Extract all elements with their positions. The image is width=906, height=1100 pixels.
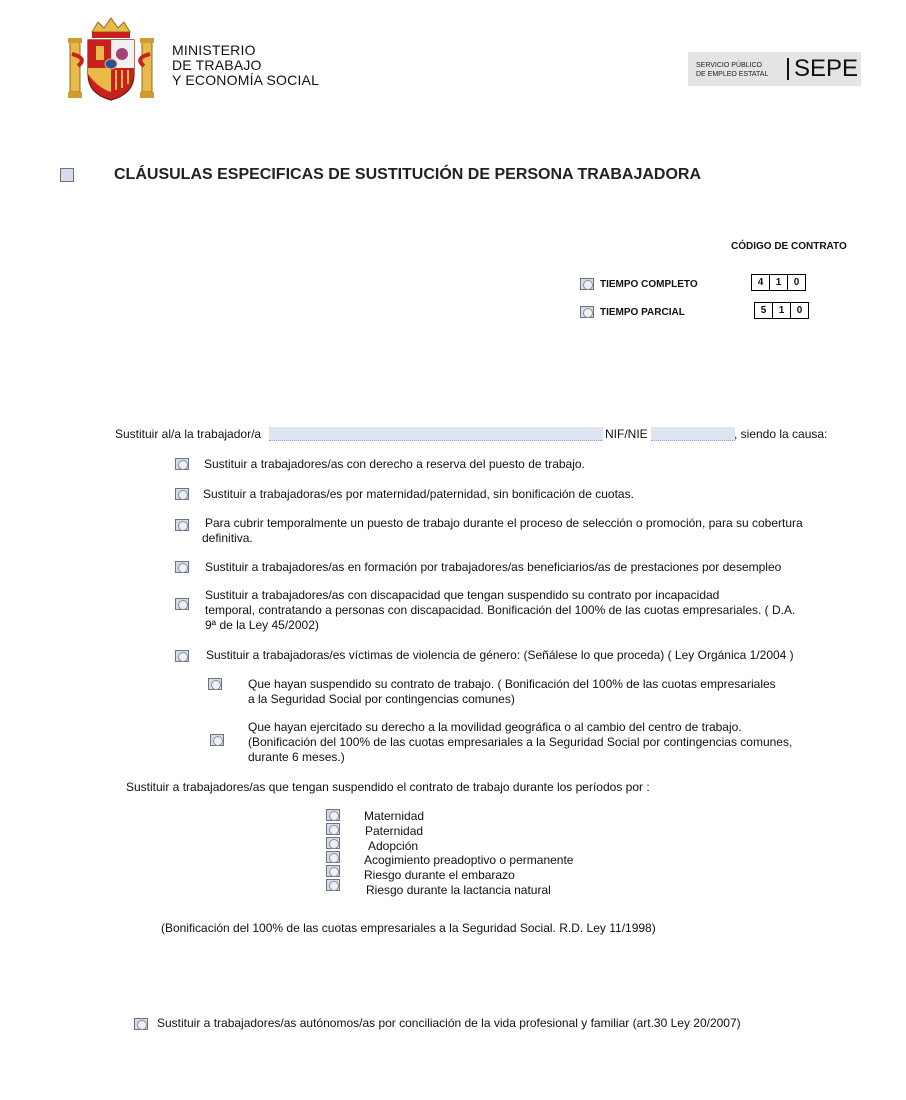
coat-of-arms-logo: [68, 14, 154, 102]
period-radio-paternidad[interactable]: [326, 823, 340, 835]
part-time-code-digit: 1: [773, 303, 791, 318]
sepe-subtitle: [696, 61, 768, 79]
period-label: Acogimiento preadoptivo o permanente: [364, 853, 574, 867]
full-time-radio[interactable]: [580, 278, 594, 290]
cause-radio[interactable]: [175, 488, 189, 500]
part-time-label: TIEMPO PARCIAL: [600, 307, 685, 318]
period-radio-acogimiento[interactable]: [326, 851, 340, 863]
part-time-radio[interactable]: [580, 306, 594, 318]
cause-text: Sustituir a trabajadores/as con derecho a reserva del puesto de trabajo.: [204, 457, 585, 471]
violence-suboption-text: durante 6 meses.): [248, 750, 345, 764]
contract-code-label: CÓDIGO DE CONTRATO: [731, 241, 847, 252]
cause-text: definitiva.: [202, 531, 253, 545]
ministry-name: [172, 43, 319, 88]
period-radio-lactancia[interactable]: [326, 879, 340, 891]
sepe-logo: [688, 52, 861, 86]
cause-radio[interactable]: [175, 561, 189, 573]
ministry-line1: MINISTERIO: [172, 42, 256, 58]
full-time-code-digit: 1: [770, 275, 788, 290]
part-time-code: [754, 302, 809, 319]
cause-text: temporal, contratando a personas con discapacidad. Bonificación del 100% de las cuotas empresariales. ( D.A.: [205, 603, 796, 617]
cause-text: Para cubrir temporalmente un puesto de trabajo durante el proceso de selección o promoción, para su cobertura: [205, 516, 803, 530]
period-label: Riesgo durante el embarazo: [364, 868, 515, 882]
period-label: Paternidad: [365, 824, 424, 838]
sepe-subtitle-line2: DE EMPLEO ESTATAL: [696, 71, 769, 78]
nif-label: NIF/NIE: [605, 427, 648, 441]
full-time-code: [751, 274, 806, 291]
autonomous-text: Sustituir a trabajadores/as autónomos/as por conciliación de la vida profesional y familiar (art.30 Ley 20/2007): [157, 1016, 741, 1030]
violence-suboption-text: (Bonificación del 100% de las cuotas empresariales a la Seguridad Social por contingencias comunes,: [248, 735, 793, 749]
suspended-intro: Sustituir a trabajadores/as que tengan suspendido el contrato de trabajo durante los períodos por :: [126, 780, 650, 794]
full-time-label: TIEMPO COMPLETO: [600, 279, 698, 290]
period-radio-adopcion[interactable]: [326, 837, 340, 849]
cause-radio[interactable]: [175, 598, 189, 610]
violence-suboption-text: Que hayan ejercitado su derecho a la movilidad geográfica o al cambio del centro de trabajo.: [248, 720, 742, 734]
violence-suboption-radio[interactable]: [208, 678, 222, 690]
title-checkbox[interactable]: [60, 168, 74, 182]
cause-radio[interactable]: [175, 458, 189, 470]
page-title: CLÁUSULAS ESPECIFICAS DE SUSTITUCIÓN DE PERSONA TRABAJADORA: [114, 166, 702, 183]
autonomous-radio[interactable]: [134, 1018, 148, 1030]
cause-radio[interactable]: [175, 519, 189, 531]
substitute-prefix: Sustituir al/a la trabajador/a: [115, 427, 262, 441]
violence-suboption-text: a la Seguridad Social por contingencias comunes): [248, 692, 515, 706]
period-radio-embarazo[interactable]: [326, 865, 340, 877]
cause-radio[interactable]: [175, 650, 189, 662]
sepe-wordmark: SEPE: [794, 55, 859, 82]
full-time-code-digit: 4: [752, 275, 770, 290]
period-radio-maternidad[interactable]: [326, 809, 340, 821]
cause-text: 9ª de la Ley 45/2002): [205, 618, 319, 632]
bonus-note: (Bonificación del 100% de las cuotas empresariales a la Seguridad Social. R.D. Ley 11/1998): [161, 921, 656, 935]
period-label: Riesgo durante la lactancia natural: [366, 883, 551, 897]
full-time-code-digit: 0: [793, 277, 800, 288]
period-label: Adopción: [368, 839, 419, 853]
ministry-line3: Y ECONOMÍA SOCIAL: [172, 72, 320, 88]
nif-field[interactable]: [651, 427, 735, 441]
sepe-subtitle-line1: SERVICIO PÚBLICO: [696, 62, 763, 69]
part-time-code-digit: 0: [796, 305, 803, 316]
period-label: Maternidad: [364, 809, 425, 823]
sepe-divider: [787, 58, 789, 80]
violence-suboption-radio[interactable]: [210, 734, 224, 746]
worker-name-field[interactable]: [269, 427, 603, 441]
substitute-suffix: , siendo la causa:: [734, 427, 828, 441]
cause-text: Sustituir a trabajadoras/es víctimas de violencia de género: (Señálese lo que proceda) ( Ley Orgánica 1/2004 ): [206, 648, 794, 662]
cause-text: Sustituir a trabajadoras/es por maternidad/paternidad, sin bonificación de cuotas.: [203, 487, 634, 501]
cause-text: Sustituir a trabajadores/as en formación por trabajadores/as beneficiarios/as de prestaciones por desempleo: [205, 560, 782, 574]
cause-text: Sustituir a trabajadores/as con discapacidad que tengan suspendido su contrato por incapacidad: [205, 588, 720, 602]
part-time-code-digit: 5: [755, 303, 773, 318]
violence-suboption-text: Que hayan suspendido su contrato de trabajo. ( Bonificación del 100% de las cuotas empresariales: [248, 677, 776, 691]
ministry-line2: DE TRABAJO: [172, 57, 262, 73]
